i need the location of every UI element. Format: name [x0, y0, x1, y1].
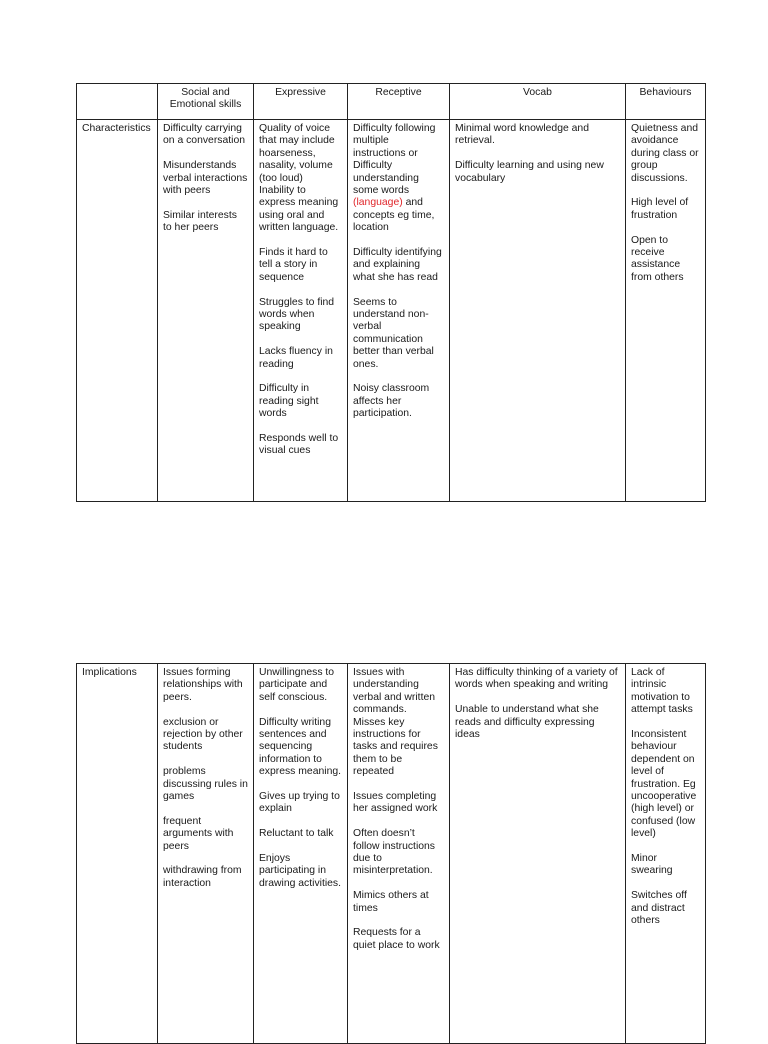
expressive-item: Lacks fluency in reading — [259, 346, 333, 370]
social-item: Difficulty carrying on a conversation — [163, 123, 246, 147]
behaviours-item: Inconsistent behaviour dependent on level of frustration. Eg uncooperative (high level) or confused (low level) — [631, 729, 697, 840]
social-item: Similar interests to her peers — [163, 209, 237, 234]
vocab-cell — [450, 120, 626, 502]
implications-row — [77, 664, 706, 1044]
expressive-item: Responds well to visual cues — [259, 433, 339, 457]
receptive-item: Noisy classroom affects her participation. — [353, 383, 430, 420]
characteristics-row — [77, 120, 706, 502]
behaviours-cell — [626, 120, 706, 502]
header-receptive: Receptive — [348, 84, 450, 120]
expressive-item: Reluctant to talk — [259, 828, 334, 840]
receptive-item: Difficulty following multiple instructions or Difficulty understanding some words (language) and concepts eg time, location — [353, 123, 436, 234]
behaviours-item: Switches off and distract others — [631, 890, 687, 927]
expressive-cell — [254, 120, 348, 502]
row-label-characteristics: Characteristics — [77, 120, 158, 502]
social-item: Misunderstands verbal interactions with peers — [163, 160, 248, 197]
receptive-cell — [348, 120, 450, 502]
vocab-item: Unable to understand what she reads and difficulty expressing ideas — [455, 704, 599, 741]
social-item: frequent arguments with peers — [163, 815, 234, 852]
social-item: exclusion or rejection by other students — [163, 716, 243, 753]
expressive-item: Quality of voice that may include hoarseness, nasality, volume (too loud) Inability to express meaning using oral and written language. — [259, 123, 339, 234]
social-item: Issues forming relationships with peers. — [163, 667, 243, 703]
behaviours-item: Open to receive assistance from others — [631, 234, 684, 283]
receptive-item: Difficulty identifying and explaining what she has read — [353, 247, 442, 283]
vocab-item: Has difficulty thinking of a variety of words when speaking and writing — [455, 667, 618, 691]
header-social-emotional: Social and Emotional skills — [158, 84, 254, 120]
receptive-item: Requests for a quiet place to work — [353, 927, 440, 951]
header-vocab: Vocab — [450, 84, 626, 120]
social-item: problems discussing rules in games — [163, 766, 248, 803]
vocab-cell — [450, 664, 626, 1044]
receptive-item: Seems to understand non-verbal communication better than verbal ones. — [353, 296, 434, 370]
expressive-cell — [254, 664, 348, 1044]
expressive-item: Difficulty in reading sight words — [259, 383, 319, 420]
expressive-item: Enjoys participating in drawing activities. — [259, 853, 342, 889]
behaviours-item: Quietness and avoidance during class or group discussions. — [631, 123, 699, 184]
expressive-item: Struggles to find words when speaking — [259, 296, 335, 333]
header-expressive: Expressive — [254, 84, 348, 120]
receptive-item: Issues completing her assigned work — [353, 791, 438, 815]
behaviours-item: Minor swearing — [631, 853, 673, 877]
receptive-cell — [348, 664, 450, 1044]
social-cell — [158, 664, 254, 1044]
header-cell-blank — [77, 84, 158, 120]
header-row — [77, 84, 706, 120]
social-item: withdrawing from interaction — [163, 865, 242, 889]
behaviours-item: High level of frustration — [631, 197, 689, 221]
expressive-item: Gives up trying to explain — [259, 791, 340, 815]
characteristics-table — [76, 83, 706, 502]
implications-table — [76, 663, 706, 1044]
receptive-item: Mimics others at times — [353, 890, 429, 914]
row-label-implications: Implications — [77, 664, 158, 1044]
expressive-item: Difficulty writing sentences and sequencing information to express meaning. — [259, 716, 342, 778]
highlighted-word-language: (language) — [353, 197, 403, 209]
vocab-item: Difficulty learning and using new vocabulary — [455, 160, 604, 184]
expressive-item: Finds it hard to tell a story in sequence — [259, 247, 328, 283]
vocab-item: Minimal word knowledge and retrieval. — [455, 123, 589, 147]
expressive-item: Unwillingness to participate and self conscious. — [259, 667, 335, 703]
header-behaviours: Behaviours — [626, 84, 706, 120]
social-cell — [158, 120, 254, 502]
receptive-item: Often doesn’t follow instructions due to misinterpretation. — [353, 828, 436, 877]
receptive-item: Issues with understanding verbal and written commands. Misses key instructions for tasks and requires them to be repeated — [353, 667, 438, 778]
behaviours-cell — [626, 664, 706, 1044]
behaviours-item: Lack of intrinsic motivation to attempt tasks — [631, 667, 693, 716]
